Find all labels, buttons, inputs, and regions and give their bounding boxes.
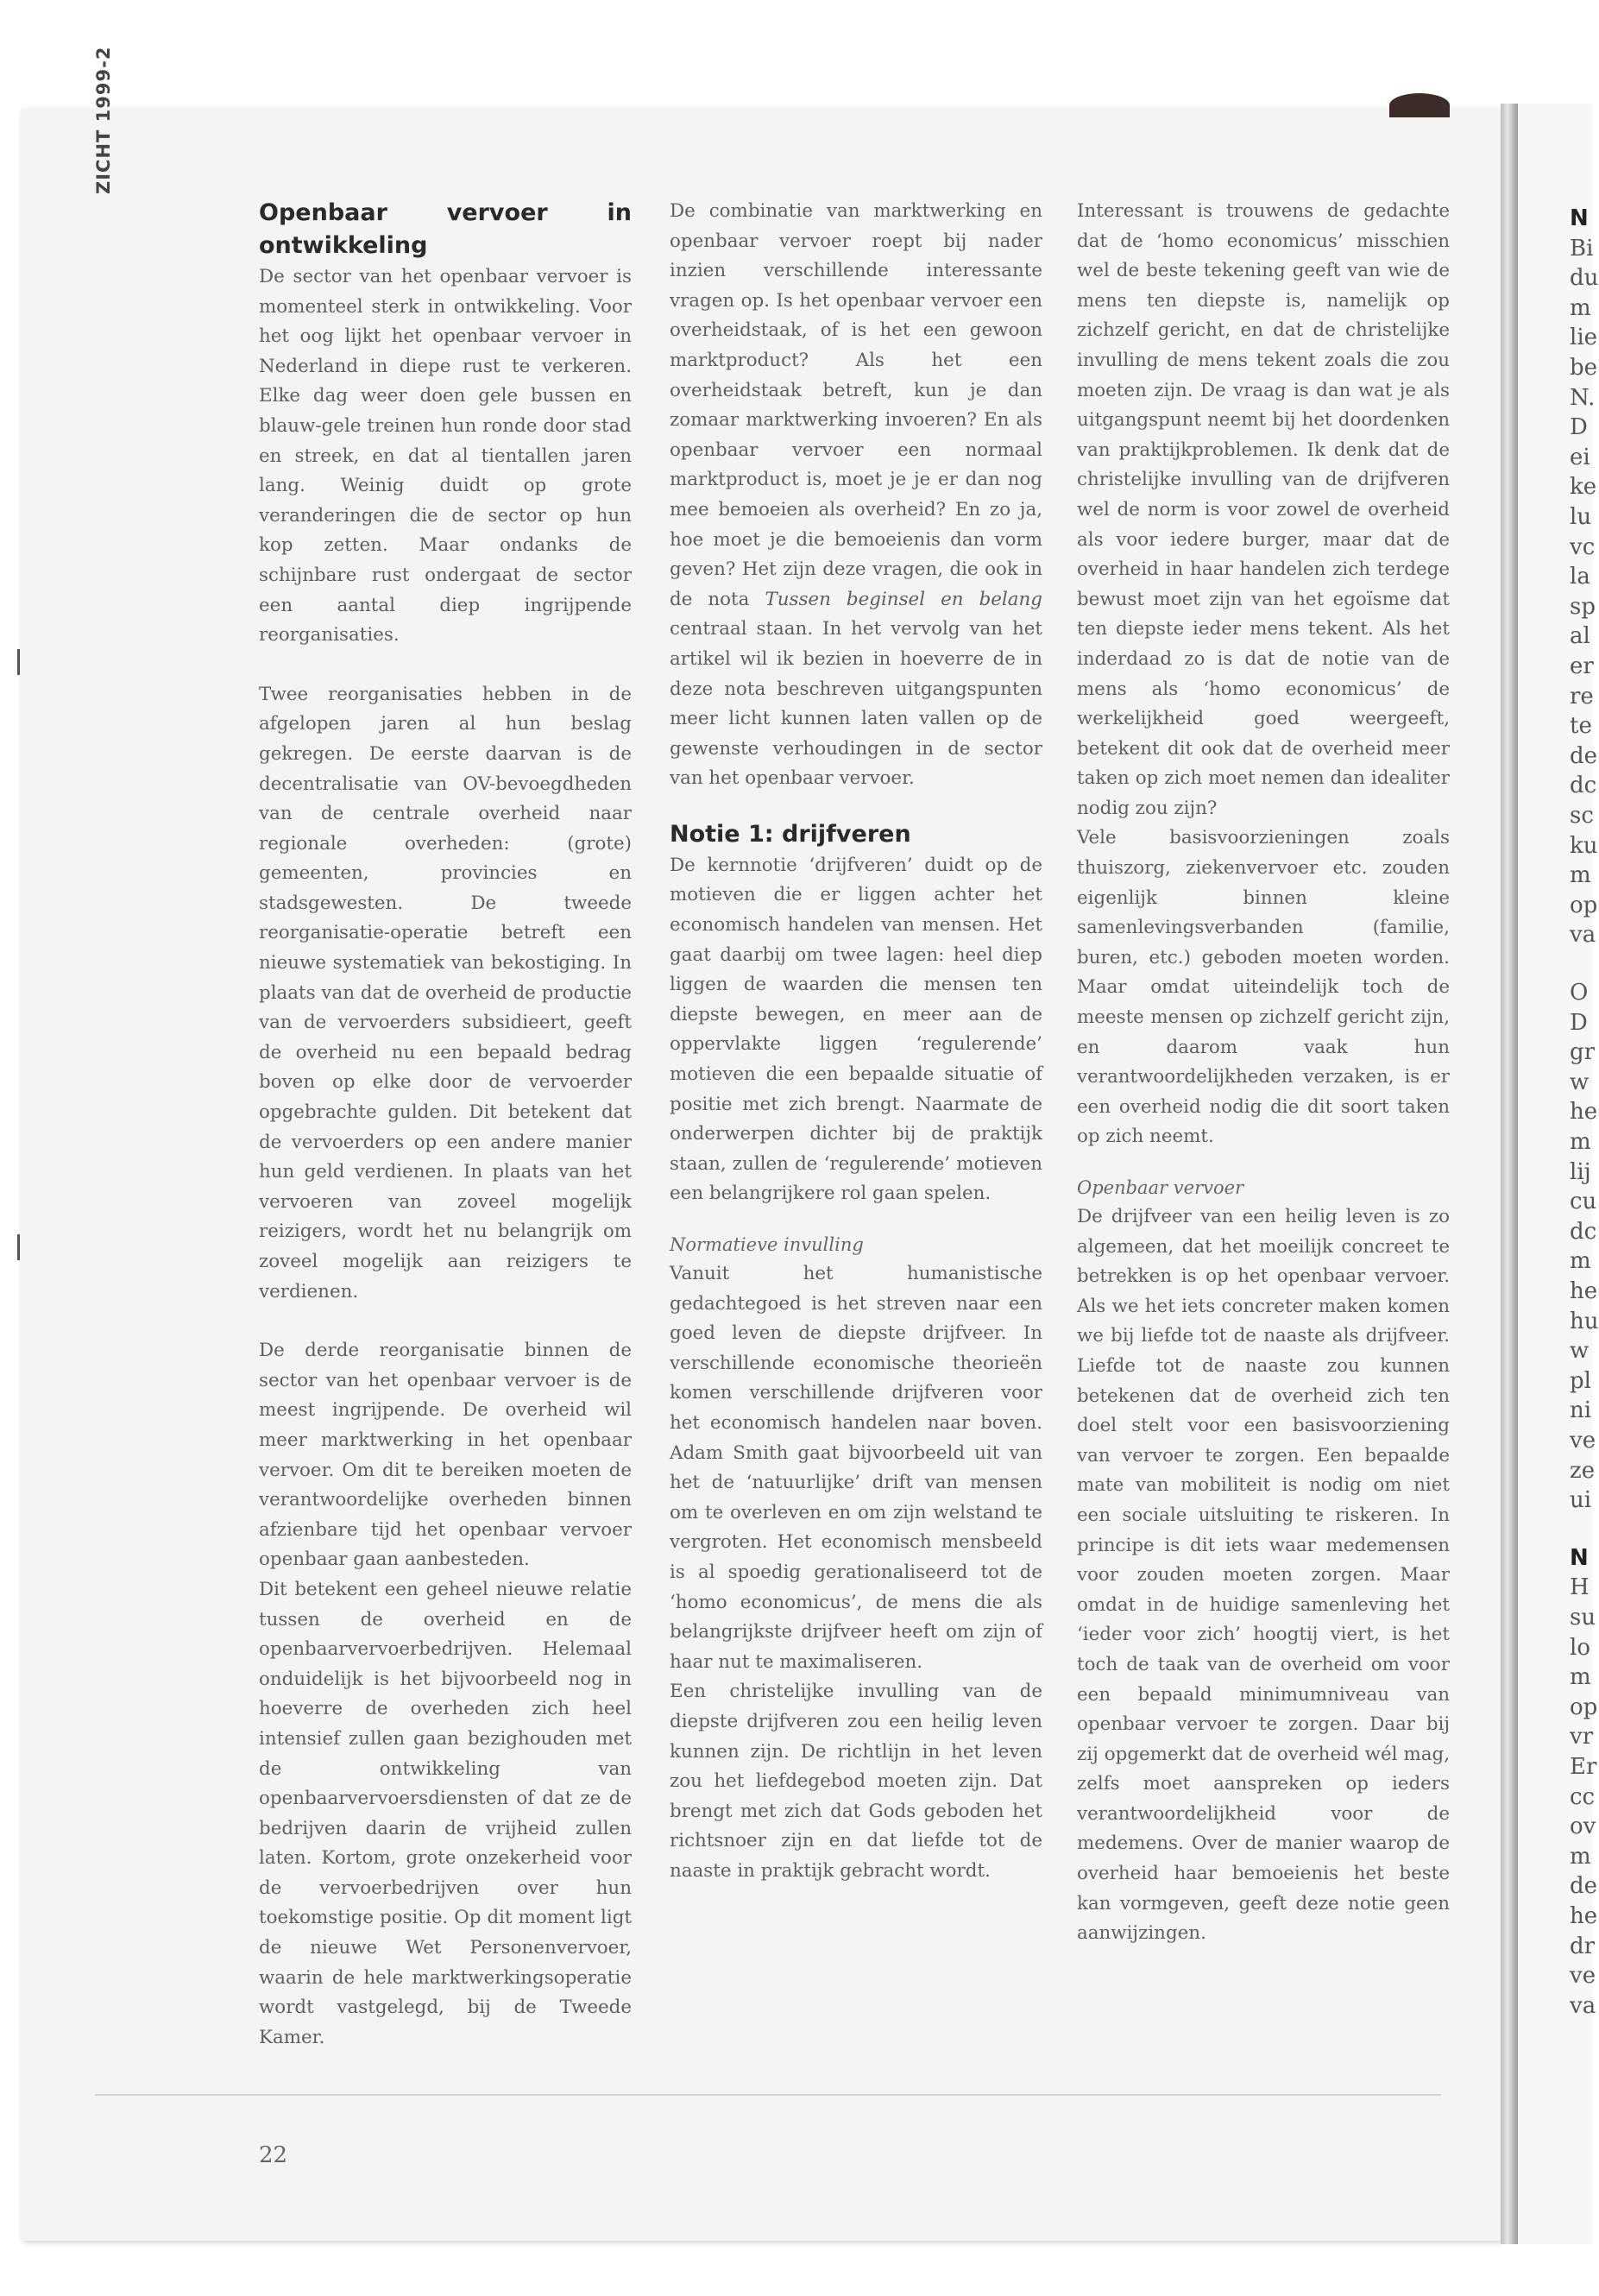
next-page-fragment: dr xyxy=(1570,1933,1596,1959)
page-number: 22 xyxy=(259,2142,288,2168)
next-page-fragment: vc xyxy=(1570,533,1596,560)
next-page-fragment: O xyxy=(1570,980,1589,1006)
nota-title: Tussen beginsel en belang xyxy=(765,588,1042,610)
paragraph xyxy=(670,197,1042,794)
next-page-fragment: lu xyxy=(1570,504,1592,530)
next-page-fragment: m xyxy=(1570,1129,1591,1155)
margin-mark xyxy=(17,1234,20,1260)
column-2 xyxy=(670,197,1042,1886)
next-page-fragment: de xyxy=(1570,742,1598,769)
next-page-fragment: H xyxy=(1570,1574,1590,1601)
next-page-fragment: cc xyxy=(1570,1783,1596,1810)
paragraph: Interessant is trouwens de gedachte dat de ‘homo economicus’ misschien wel de beste tekening geeft van wie de mens ten diepste is, namelijk op zichzelf gericht, en dat de christelijke invulling de mens tekent zoals die zou moeten zijn. De vraag is dan wat je als uitgangspunt neemt bij het doordenken van praktijkproblemen. Ik denk dat de christelijke invulling van de drijfveren wel de norm is voor zowel de overheid als voor iedere burger, maar dat de overheid in haar handelen zich terdege bewust moet zijn van het egoïsme dat ten diepste ieder mens tekent. Als het inderdaad zo is dat de notie van de mens als ‘homo economicus’ de werkelijkheid goed weergeeft, betekent dit ook dat de overheid meer taken op zich moet nemen dan idealiter nodig zou zijn? xyxy=(1077,200,1450,819)
next-page-fragment: gr xyxy=(1570,1039,1596,1066)
next-page-fragment: m xyxy=(1570,1664,1591,1691)
next-page-fragment: pl xyxy=(1570,1367,1591,1394)
next-page-edge xyxy=(1518,104,1599,2244)
next-page-fragment: er xyxy=(1570,653,1594,679)
section-heading: Notie 1: drijfveren xyxy=(670,820,911,848)
footer-rule xyxy=(95,2094,1441,2096)
margin-mark xyxy=(17,649,20,675)
page-binding xyxy=(1501,104,1518,2244)
next-page-fragment: he xyxy=(1570,1278,1598,1304)
running-head: ZICHT 1999-2 xyxy=(93,46,114,194)
next-page-fragment: ni xyxy=(1570,1397,1592,1424)
next-page-fragment: N xyxy=(1570,1544,1589,1571)
next-page-fragment: Bi xyxy=(1570,235,1594,262)
next-page-fragment: ku xyxy=(1570,832,1598,859)
next-page-fragment: w xyxy=(1570,1069,1590,1095)
paragraph: Vanuit het humanistische gedachtegoed is het streven naar een goed leven de diepste drijfveer. In verschillende economische theorieën komen verschillende drijfveren voor het economisch handelen naar boven. Adam Smith gaat bijvoorbeeld uit van het de ‘natuurlijke’ drift van mensen om te overleven en om zijn welstand te vergroten. Het economisch mensbeeld is al spoedig gerationaliseerd tot de ‘homo economicus’, de mens die als belangrijkste drijfveer heeft om zijn of haar nut te maximaliseren. xyxy=(670,1263,1042,1673)
next-page-fragment: ke xyxy=(1570,474,1597,501)
column-1 xyxy=(259,197,632,2053)
next-page-fragment: al xyxy=(1570,623,1590,650)
next-page-fragment: sc xyxy=(1570,803,1594,829)
next-page-fragment: dc xyxy=(1570,773,1597,799)
next-page-fragment: va xyxy=(1570,1992,1596,2019)
next-page-fragment: m xyxy=(1570,862,1591,889)
next-page-fragment: de xyxy=(1570,1873,1598,1900)
paragraph-text: centraal staan. In het vervolg van het artikel wil ik bezien in hoeverre de in deze nota beschreven uitgangspunten meer licht kunnen laten vallen op de gewenste verhoudingen in de sector van het openbaar vervoer. xyxy=(670,618,1042,790)
next-page-fragment: ve xyxy=(1570,1963,1596,1990)
paragraph: Dit betekent een geheel nieuwe relatie tussen de overheid en de openbaarvervoerbedrijven. Helemaal onduidelijk is het bijvoorbeeld nog in hoeverre de overheden zich heel intensief zullen gaan bezighouden met de ontwikkeling van openbaarvervoersdiensten of dat ze de bedrijven daarin de vrijheid zullen laten. Kortom, grote onzekerheid voor de vervoerbedrijven over hun toekomstige positie. Op dit moment ligt de nieuwe Wet Personenvervoer, waarin de hele marktwerkingsoperatie wordt vastgelegd, bij de Tweede Kamer. xyxy=(259,1578,632,2048)
next-page-fragment: dc xyxy=(1570,1218,1597,1245)
dark-corner-object xyxy=(1389,93,1450,117)
column-3 xyxy=(1077,197,1450,1949)
next-page-fragment: hu xyxy=(1570,1308,1599,1334)
section-heading: Openbaar vervoer in ontwikkeling xyxy=(259,199,632,259)
next-page-fragment: lij xyxy=(1570,1158,1591,1185)
next-page-fragment: du xyxy=(1570,265,1599,292)
next-page-fragment: op xyxy=(1570,1694,1598,1720)
next-page-fragment: la xyxy=(1570,564,1590,590)
paragraph: Vele basisvoorzieningen zoals thuiszorg, ziekenvervoer etc. zouden eigenlijk binnen kleine samenlevingsverbanden (familie, buren, etc.) geboden moeten worden. Maar omdat uiteindelijk toch de meeste mensen op zichzelf gericht zijn, en daarom vaak hun verantwoordelijkheden verzaken, is er een overheid nodig die dit soort taken op zich neemt. xyxy=(1077,827,1450,1148)
paragraph: De drijfveer van een heilig leven is zo algemeen, dat het moeilijk concreet te betrekken is op het openbaar vervoer. Als we het iets concreter maken komen we bij liefde tot de naaste als drijfveer. Liefde tot de naaste zou kunnen betekenen dat de overheid zich ten doel stelt voor een basisvoorziening van vervoer te zorgen. Een bepaalde mate van mobiliteit is nodig om niet een sociale uitsluiting te riskeren. In principe is dit iets waar medemensen voor zouden moeten zorgen. Maar omdat in de huidige samenleving het ‘ieder voor zich’ hoogtij viert, is het toch de taak van de overheid om voor een bepaald minimumniveau van openbaar vervoer te zorgen. Daar bij zij opgemerkt dat de overheid wél mag, zelfs moet aanspreken op ieders verantwoordelijkheid voor de medemens. Over de manier waarop de overheid haar bemoeienis het beste kan vormgeven, geeft deze notie geen aanwijzingen. xyxy=(1077,1206,1450,1945)
paragraph: De kernnotie ‘drijfveren’ duidt op de motieven die er liggen achter het economisch handelen van mensen. Het gaat daarbij om twee lagen: heel diep liggen de waarden die mensen ten diepste bewegen, en meer aan de oppervlakte liggen ‘regulerende’ motieven die een bepaalde situatie of positie met zich brengt. Naarmate de onderwerpen dichter bij de praktijk staan, zullen de ‘regulerende’ motieven een belangrijkere rol gaan spelen. xyxy=(670,854,1042,1205)
subheading: Normatieve invulling xyxy=(670,1234,864,1255)
next-page-fragment: sp xyxy=(1570,593,1596,620)
next-page-fragment: te xyxy=(1570,713,1592,740)
next-page-fragment: ze xyxy=(1570,1457,1596,1484)
next-page-fragment: m xyxy=(1570,1843,1591,1870)
next-page-fragment: lo xyxy=(1570,1634,1590,1661)
next-page-fragment: he xyxy=(1570,1903,1598,1929)
next-page-fragment: va xyxy=(1570,922,1596,949)
next-page-fragment: op xyxy=(1570,892,1598,918)
next-page-fragment: ui xyxy=(1570,1487,1592,1514)
paragraph: Twee reorganisaties hebben in de afgelopen jaren al hun beslag gekregen. De eerste daarvan is de decentralisatie van OV-bevoegdheden van de centrale overheid naar regionale overheden: (grote) gemeenten, provincies en stadsgewesten. De tweede reorganisatie-operatie betreft een nieuwe systematiek van bekostiging. In plaats van dat de overheid de productie van de vervoerders subsidieert, geeft de overheid nu een bepaald bedrag boven op elke door de vervoerder opgebrachte gulden. Dit betekent dat de vervoerders op een andere manier hun geld verdienen. In plaats van het vervoeren van zoveel mogelijk reizigers, wordt het nu belangrijk om zoveel mogelijk aan reizigers te verdienen. xyxy=(259,683,632,1303)
next-page-fragment: N xyxy=(1570,205,1589,231)
next-page-fragment: re xyxy=(1570,683,1594,710)
next-page-fragment: he xyxy=(1570,1099,1598,1126)
paragraph: De derde reorganisatie binnen de sector van het openbaar vervoer is de meest ingrijpende. De overheid wil meer marktwerking in het openbaar vervoer. Om dit te bereiken moeten de verantwoordelijke overheden binnen afzienbare tijd het openbaar vervoer openbaar gaan aanbesteden. xyxy=(259,1340,632,1571)
paragraph-text: De combinatie van marktwerking en openbaar vervoer roept bij nader inzien verschillende interessante vragen op. Is het openbaar vervoer een overheidstaak, of is het een gewoon marktproduct? Als het een overheidstaak betreft, kun je dan zomaar marktwerking invoeren? En als openbaar vervoer een normaal marktproduct is, moet je je er dan nog mee bemoeien als overheid? En zo ja, hoe moet je die bemoeienis dan vorm geven? Het zijn deze vragen, die ook in de nota xyxy=(670,200,1042,610)
next-page-fragment: be xyxy=(1570,355,1598,381)
subheading: Openbaar vervoer xyxy=(1077,1177,1244,1198)
paragraph: Een christelijke invulling van de diepste drijfveren zou een heilig leven kunnen zijn. De richtlijn in het leven zou het liefdegebod moeten zijn. Dat brengt met zich dat Gods geboden het richtsnoer zijn en dat liefde tot de naaste in praktijk gebracht wordt. xyxy=(670,1681,1042,1882)
next-page-fragment: Er xyxy=(1570,1754,1597,1780)
next-page-fragment: w xyxy=(1570,1338,1590,1365)
next-page-fragment: ov xyxy=(1570,1813,1596,1840)
next-page-fragment: m xyxy=(1570,294,1591,321)
next-page-fragment: vr xyxy=(1570,1724,1594,1750)
next-page-fragment: su xyxy=(1570,1605,1596,1631)
next-page-fragment: ve xyxy=(1570,1428,1596,1454)
next-page-fragment: lie xyxy=(1570,325,1598,351)
next-page-fragment: D xyxy=(1570,1009,1588,1036)
next-page-fragment: cu xyxy=(1570,1189,1597,1215)
next-page-fragment: N. xyxy=(1570,384,1596,411)
paragraph: De sector van het openbaar vervoer is momenteel sterk in ontwikkeling. Voor het oog lijkt het openbaar vervoer in Nederland in diepe rust te verkeren. Elke dag weer doen gele bussen en blauw-gele treinen hun ronde door stad en streek, en dat al tientallen jaren lang. Weinig duidt op grote veranderingen die de sector op hun kop zetten. Maar ondanks de schijnbare rust ondergaat de sector een aantal diep ingrijpende reorganisaties. xyxy=(259,266,632,647)
next-page-fragment: ei xyxy=(1570,444,1590,470)
next-page-fragment: m xyxy=(1570,1248,1591,1275)
next-page-fragment: D xyxy=(1570,414,1588,441)
